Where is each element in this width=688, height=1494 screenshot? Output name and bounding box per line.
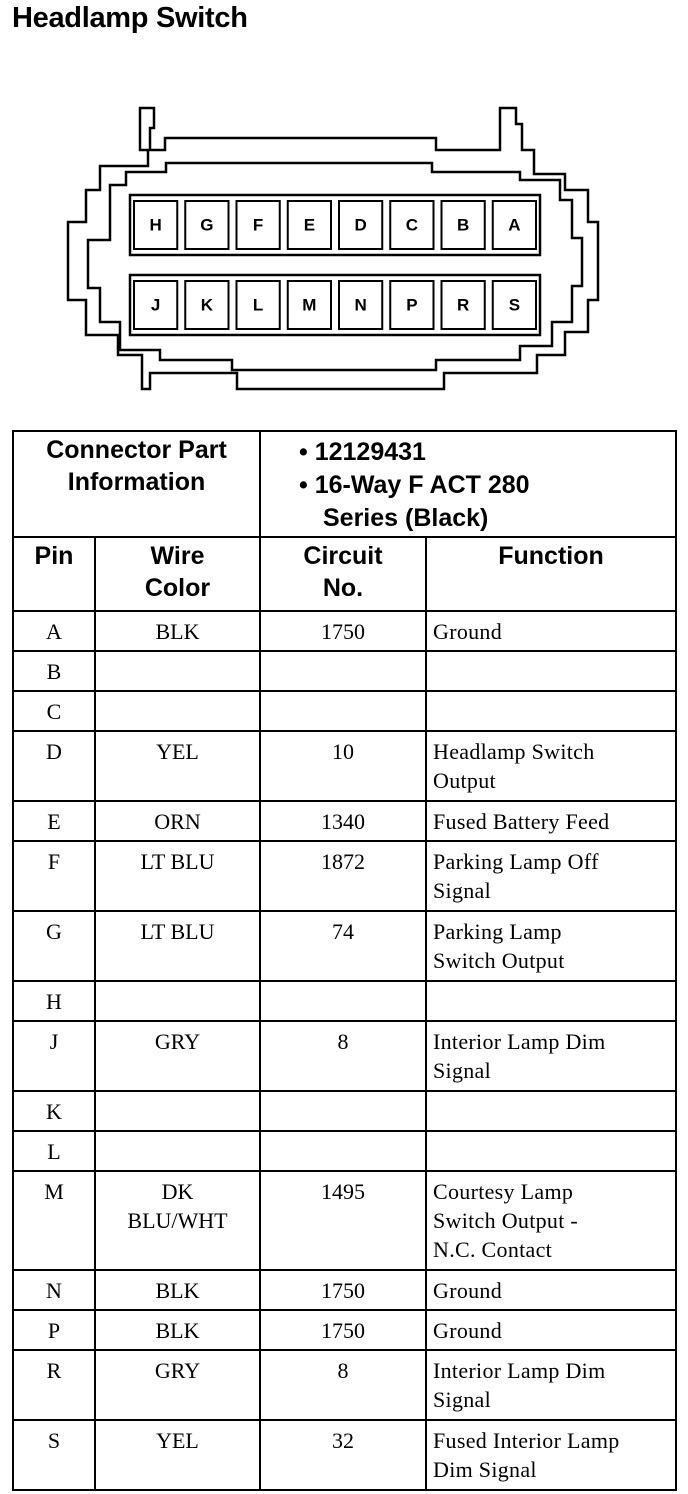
pin-label-f: F bbox=[252, 215, 264, 235]
wire-color-value: ORN bbox=[154, 809, 201, 834]
table-row bbox=[13, 1091, 676, 1131]
wire-color-cell bbox=[95, 911, 260, 981]
function-value: Switch Output bbox=[433, 948, 565, 973]
pin-cell bbox=[13, 1091, 95, 1131]
connector-description-line1: • 16-Way F ACT 280 bbox=[299, 471, 530, 499]
wire-color-cell bbox=[95, 1091, 260, 1131]
header-function bbox=[426, 537, 676, 611]
function-cell bbox=[426, 691, 676, 731]
pin-value: B bbox=[46, 659, 62, 684]
wire-color-cell bbox=[95, 691, 260, 731]
circuit-cell bbox=[260, 1091, 426, 1131]
pin-label-c: C bbox=[405, 215, 419, 235]
function-cell bbox=[426, 1131, 676, 1171]
pin-label-s: S bbox=[508, 295, 521, 315]
connector-info-value-cell bbox=[260, 431, 676, 537]
pin-value: D bbox=[46, 739, 62, 764]
function-value: Interior Lamp Dim bbox=[433, 1358, 606, 1383]
pin-cell bbox=[13, 651, 95, 691]
wire-color-cell bbox=[95, 1131, 260, 1171]
circuit-cell bbox=[260, 1350, 426, 1420]
header-circuit-label-line2: No. bbox=[322, 574, 364, 602]
wire-color-cell bbox=[95, 981, 260, 1021]
wire-color-cell bbox=[95, 801, 260, 841]
connector-info-row bbox=[13, 431, 676, 537]
pin-cell bbox=[13, 731, 95, 801]
circuit-cell bbox=[260, 1021, 426, 1091]
function-value: Signal bbox=[433, 1387, 492, 1412]
circuit-cell bbox=[260, 1131, 426, 1171]
connector-info-table bbox=[12, 430, 677, 1491]
wire-color-cell bbox=[95, 1420, 260, 1490]
function-cell bbox=[426, 611, 676, 651]
pin-value: H bbox=[46, 989, 62, 1014]
pin-value: M bbox=[44, 1179, 64, 1204]
wire-color-cell bbox=[95, 841, 260, 911]
pin-cell bbox=[13, 981, 95, 1021]
circuit-cell bbox=[260, 841, 426, 911]
pin-cell bbox=[13, 801, 95, 841]
function-value: Headlamp Switch bbox=[433, 739, 595, 764]
function-value: Dim Signal bbox=[433, 1457, 537, 1482]
table-row bbox=[13, 651, 676, 691]
pin-cell bbox=[13, 1270, 95, 1310]
pin-label-p: P bbox=[406, 295, 418, 315]
table-row bbox=[13, 731, 676, 801]
wire-color-value: BLK bbox=[155, 1318, 200, 1343]
function-value: Parking Lamp Off bbox=[433, 849, 599, 874]
function-value: Parking Lamp bbox=[433, 919, 562, 944]
column-header-row bbox=[13, 537, 676, 611]
pin-label-k: K bbox=[200, 295, 214, 315]
pin-cell bbox=[13, 691, 95, 731]
table-row bbox=[13, 841, 676, 911]
function-value: Ground bbox=[433, 1278, 503, 1303]
circuit-value: 1750 bbox=[321, 1318, 365, 1343]
table-row bbox=[13, 1350, 676, 1420]
pin-value: A bbox=[46, 619, 62, 644]
table-row bbox=[13, 911, 676, 981]
table-row bbox=[13, 1270, 676, 1310]
header-pin-label: Pin bbox=[34, 542, 74, 570]
function-value: Output bbox=[433, 768, 496, 793]
pin-cell bbox=[13, 841, 95, 911]
circuit-value: 8 bbox=[337, 1358, 349, 1383]
pin-label-b: B bbox=[456, 215, 470, 235]
function-value: Ground bbox=[433, 1318, 503, 1343]
circuit-cell bbox=[260, 1310, 426, 1350]
circuit-value: 1750 bbox=[321, 619, 365, 644]
wire-color-cell bbox=[95, 1021, 260, 1091]
circuit-value: 32 bbox=[332, 1428, 354, 1453]
pin-cell bbox=[13, 1021, 95, 1091]
function-cell bbox=[426, 731, 676, 801]
function-value: Fused Battery Feed bbox=[433, 809, 610, 834]
circuit-cell bbox=[260, 1420, 426, 1490]
function-cell bbox=[426, 1310, 676, 1350]
wire-color-cell bbox=[95, 611, 260, 651]
function-value: N.C. Contact bbox=[433, 1237, 553, 1262]
circuit-cell bbox=[260, 981, 426, 1021]
circuit-cell bbox=[260, 911, 426, 981]
wire-color-value: LT BLU bbox=[140, 849, 215, 874]
connector-info-label-line2: Information bbox=[67, 468, 206, 496]
function-cell bbox=[426, 651, 676, 691]
circuit-cell bbox=[260, 1171, 426, 1270]
part-number: • 12129431 bbox=[299, 438, 426, 466]
table-row bbox=[13, 1171, 676, 1270]
wire-color-cell bbox=[95, 1310, 260, 1350]
pin-label-l: L bbox=[252, 295, 264, 315]
pin-label-d: D bbox=[354, 215, 367, 235]
table-row bbox=[13, 691, 676, 731]
circuit-value: 1495 bbox=[321, 1179, 365, 1204]
wire-color-value: LT BLU bbox=[140, 919, 215, 944]
wire-color-cell bbox=[95, 1350, 260, 1420]
circuit-value: 1872 bbox=[321, 849, 365, 874]
function-cell bbox=[426, 1091, 676, 1131]
pin-value: G bbox=[46, 919, 62, 944]
function-cell bbox=[426, 841, 676, 911]
pin-label-e: E bbox=[303, 215, 316, 235]
header-wire-label-line1: Wire bbox=[150, 542, 205, 570]
function-cell bbox=[426, 1350, 676, 1420]
pin-value: K bbox=[46, 1099, 62, 1124]
circuit-value: 1340 bbox=[321, 809, 365, 834]
pin-value: E bbox=[47, 809, 61, 834]
pin-cell bbox=[13, 1131, 95, 1171]
connector-description-line2: Series (Black) bbox=[323, 504, 489, 532]
connector-top-row bbox=[130, 195, 540, 255]
function-cell bbox=[426, 1171, 676, 1270]
wire-color-cell bbox=[95, 651, 260, 691]
wire-color-value: GRY bbox=[154, 1358, 201, 1383]
pin-value: L bbox=[47, 1139, 61, 1164]
pin-value: F bbox=[47, 849, 61, 874]
pin-label-g: G bbox=[200, 215, 214, 235]
pin-cell bbox=[13, 1350, 95, 1420]
pin-value: P bbox=[47, 1318, 61, 1343]
circuit-cell bbox=[260, 1270, 426, 1310]
pin-label-n: N bbox=[354, 295, 367, 315]
circuit-cell bbox=[260, 611, 426, 651]
pin-cell bbox=[13, 1420, 95, 1490]
function-cell bbox=[426, 1021, 676, 1091]
pin-label-a: A bbox=[508, 215, 521, 235]
table-row bbox=[13, 611, 676, 651]
header-wire-color bbox=[95, 537, 260, 611]
wire-color-value: YEL bbox=[156, 739, 199, 764]
wire-color-value: YEL bbox=[156, 1428, 199, 1453]
pin-cell bbox=[13, 911, 95, 981]
circuit-value: 74 bbox=[332, 919, 354, 944]
pin-value: S bbox=[47, 1428, 61, 1453]
connector-bottom-row bbox=[130, 275, 540, 335]
pin-label-h: H bbox=[149, 215, 162, 235]
connector-diagram bbox=[0, 0, 688, 420]
pin-cell bbox=[13, 1310, 95, 1350]
page-title: Headlamp Switch bbox=[12, 2, 248, 34]
function-value: Ground bbox=[433, 619, 503, 644]
function-cell bbox=[426, 911, 676, 981]
circuit-value: 8 bbox=[337, 1029, 349, 1054]
function-value: Interior Lamp Dim bbox=[433, 1029, 606, 1054]
function-cell bbox=[426, 801, 676, 841]
pin-label-j: J bbox=[150, 295, 161, 315]
circuit-value: 10 bbox=[332, 739, 354, 764]
connector-info-label-cell bbox=[13, 431, 260, 537]
function-cell bbox=[426, 981, 676, 1021]
table-row bbox=[13, 1021, 676, 1091]
function-value: Signal bbox=[433, 878, 492, 903]
circuit-value: 1750 bbox=[321, 1278, 365, 1303]
pin-cell bbox=[13, 1171, 95, 1270]
table-row bbox=[13, 1420, 676, 1490]
circuit-cell bbox=[260, 691, 426, 731]
pin-label-m: M bbox=[302, 295, 317, 315]
wire-color-value: DK bbox=[161, 1179, 194, 1204]
header-function-label: Function bbox=[498, 542, 604, 570]
wire-color-value: BLU/WHT bbox=[127, 1208, 228, 1233]
wire-color-cell bbox=[95, 1270, 260, 1310]
function-value: Courtesy Lamp bbox=[433, 1179, 574, 1204]
wire-color-cell bbox=[95, 1171, 260, 1270]
pin-label-r: R bbox=[456, 295, 470, 315]
pin-cell bbox=[13, 611, 95, 651]
header-circuit-label-line1: Circuit bbox=[303, 542, 383, 570]
function-value: Switch Output - bbox=[433, 1208, 579, 1233]
table-row bbox=[13, 981, 676, 1021]
circuit-cell bbox=[260, 651, 426, 691]
circuit-cell bbox=[260, 801, 426, 841]
pin-value: C bbox=[46, 699, 62, 724]
circuit-cell bbox=[260, 731, 426, 801]
header-circuit-no bbox=[260, 537, 426, 611]
wire-color-value: GRY bbox=[154, 1029, 201, 1054]
table-row bbox=[13, 1310, 676, 1350]
wire-color-value: BLK bbox=[155, 619, 200, 644]
function-value: Signal bbox=[433, 1058, 492, 1083]
pin-value: J bbox=[49, 1029, 59, 1054]
wire-color-value: BLK bbox=[155, 1278, 200, 1303]
pin-value: N bbox=[46, 1278, 62, 1303]
header-wire-label-line2: Color bbox=[144, 574, 211, 602]
connector-info-label-line1: Connector Part bbox=[46, 436, 227, 464]
function-cell bbox=[426, 1420, 676, 1490]
header-pin bbox=[13, 537, 95, 611]
table-row bbox=[13, 801, 676, 841]
function-cell bbox=[426, 1270, 676, 1310]
table-row bbox=[13, 1131, 676, 1171]
function-value: Fused Interior Lamp bbox=[433, 1428, 620, 1453]
pin-value: R bbox=[46, 1358, 62, 1383]
wire-color-cell bbox=[95, 731, 260, 801]
